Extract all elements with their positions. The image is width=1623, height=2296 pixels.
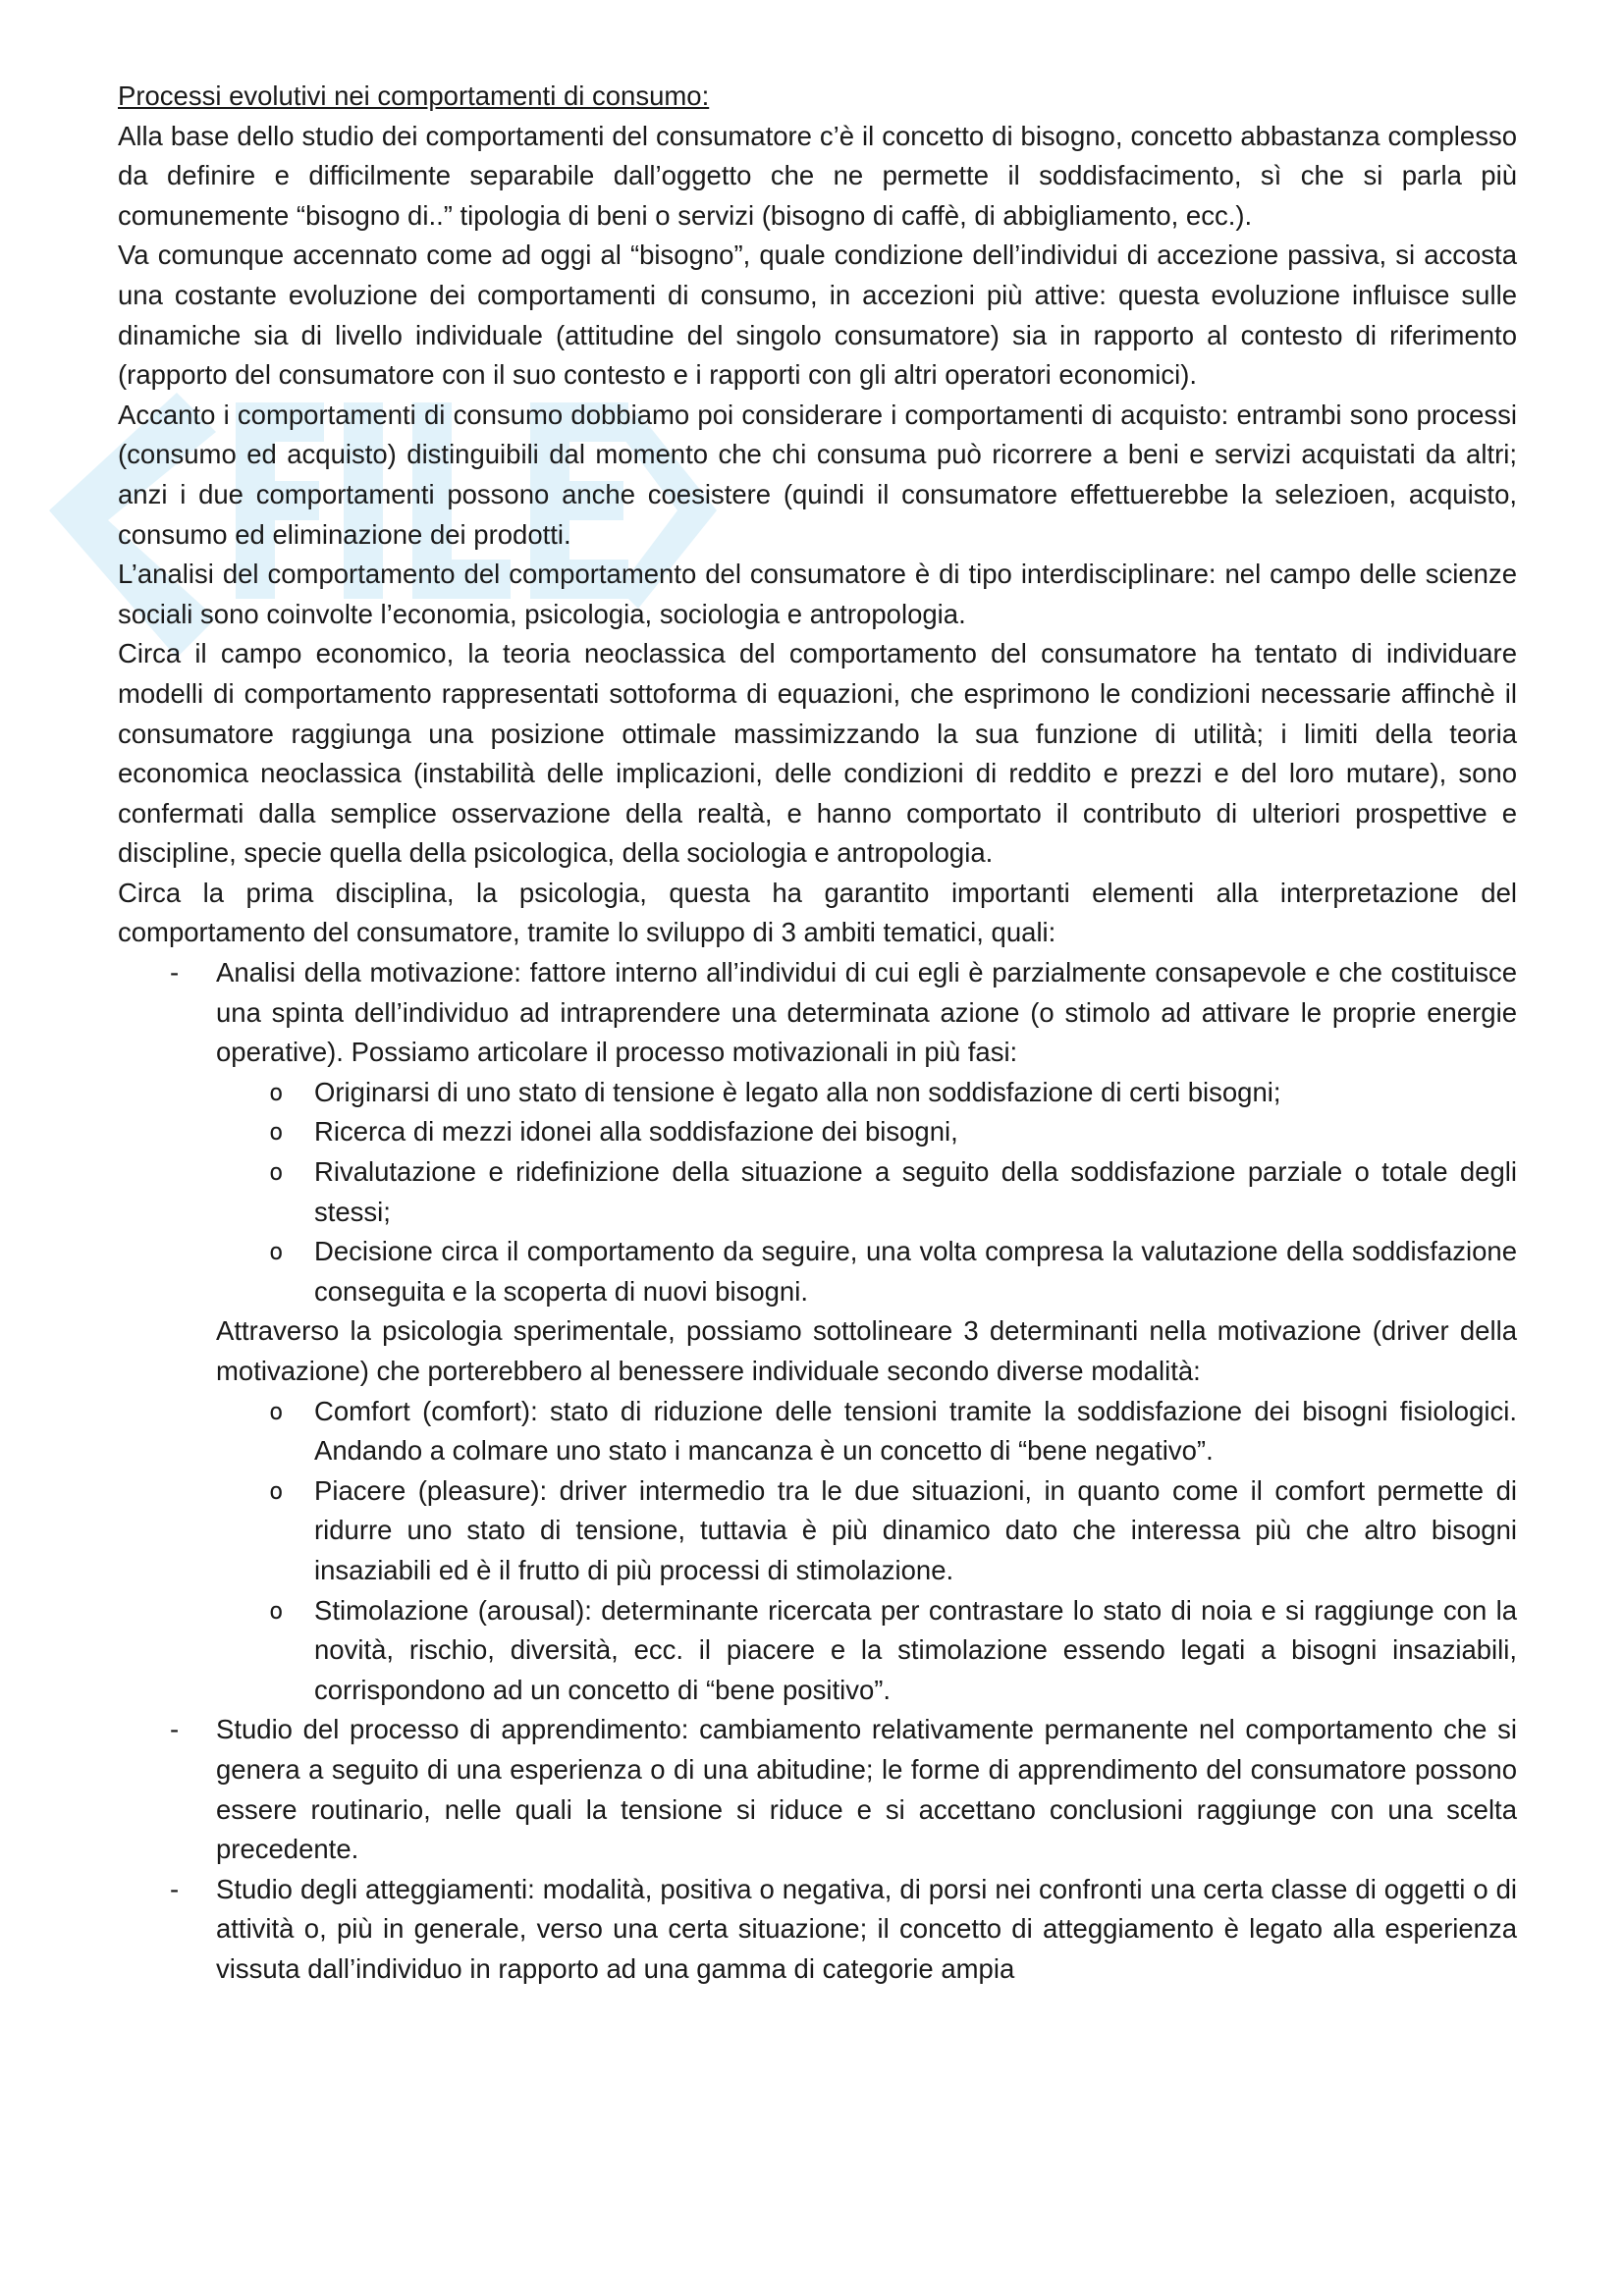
paragraph-acquisto: Accanto i comportamenti di consumo dobbiamo poi considerare i comportamenti di acquisto: entrambi sono processi (consumo ed acquisto) distinguibili dal momento che chi consuma può ricorrere a beni e servizi acquistati da altri; anzi i due comportamenti possono anche coesistere (quindi il consumatore effettuerebbe la selezioen, acquisto, consumo ed eliminazione dei prodotti. xyxy=(118,399,1517,550)
document-title: Processi evolutivi nei comportamenti di consumo: xyxy=(118,80,710,111)
driver-text: Piacere (pleasure): driver intermedio tra le due situazioni, in quanto come il comfort permette di ridurre uno stato di tensione, tuttavia è più dinamico dato che interessa più che altro bisogni insaziabili ed è il frutto di più processi di stimolazione. xyxy=(314,1474,1517,1585)
list-item-apprendimento xyxy=(118,1710,1517,1869)
list-item xyxy=(216,1112,1517,1152)
bullet-marker: o xyxy=(269,1078,284,1106)
phase-text: Decisione circa il comportamento da seguire, una volta compresa la valutazione della soddisfazione conseguita e la scoperta di nuovi bisogni. xyxy=(314,1236,1517,1307)
bullet-marker: o xyxy=(269,1238,284,1266)
paragraph-bisogno: Alla base dello studio dei comportamenti del consumatore c’è il concetto di bisogno, concetto abbastanza complesso da definire e difficilmente separabile dall’oggetto che ne permette il soddisfacimento, sì che si parla più comunemente “bisogno di..” tipologia di beni o servizi (bisogno di caffè, di abbigliamento, ecc.). xyxy=(118,120,1517,231)
driver-text: Stimolazione (arousal): determinante ricercata per contrastare lo stato di noia e si raggiunge con la novità, rischio, diversità, ecc. il piacere e la stimolazione essendo legati a bisogni insaziabili, corrispondono ad un concetto di “bene positivo”. xyxy=(314,1594,1517,1705)
bullet-marker: o xyxy=(269,1397,284,1425)
list-item xyxy=(216,1471,1517,1591)
paragraph-evoluzione: Va comunque accennato come ad oggi al “bisogno”, quale condizione dell’individui di accezione passiva, si accosta una costante evoluzione dei comportamenti di consumo, in accezioni più attive: questa evoluzione influisce sulle dinamiche sia di livello individuale (attitudine del singolo consumatore) sia in rapporto al contesto di riferimento (rapporto del consumatore con il suo contesto e i rapporti con gli altri operatori economici). xyxy=(118,240,1517,391)
phase-text: Originarsi di uno stato di tensione è legato alla non soddisfazione di certi bisogni; xyxy=(314,1076,1281,1107)
atteggiamenti-text: Studio degli atteggiamenti: modalità, positiva o negativa, di porsi nei confronti una certa classe di oggetti o di attività o, più in generale, verso una certa situazione; il concetto di atteggiamento è legato alla esperienza vissuta dall’individuo in rapporto ad una gamma di categorie ampia xyxy=(216,1873,1517,1984)
drivers-intro: Attraverso la psicologia sperimentale, possiamo sottolineare 3 determinanti nella motivazione (driver della motivazione) che porterebbero al benessere individuale secondo diverse modalità: xyxy=(216,1315,1517,1386)
list-item xyxy=(216,1152,1517,1232)
bullet-marker: o xyxy=(269,1158,284,1187)
bullet-marker: o xyxy=(269,1118,284,1147)
phases-list xyxy=(216,1073,1517,1312)
paragraph-interdisciplinare: L’analisi del comportamento del comportamento del consumatore è di tipo interdisciplinare: nel campo delle scienze sociali sono coinvolte l’economia, psicologia, sociologia e antropologia. xyxy=(118,559,1517,629)
list-item xyxy=(216,1392,1517,1471)
dash-marker: - xyxy=(170,957,180,988)
phase-text: Rivalutazione e ridefinizione della situazione a seguito della soddisfazione parziale o totale degli stessi; xyxy=(314,1156,1517,1227)
list-item xyxy=(216,1591,1517,1711)
bullet-marker: o xyxy=(269,1476,284,1505)
list-item-atteggiamenti xyxy=(118,1870,1517,1990)
paragraph-economia: Circa il campo economico, la teoria neoclassica del comportamento del consumatore ha tentato di individuare modelli di comportamento rappresentati sottoforma di equazioni, che esprimono le condizioni necessarie affinchè il consumatore raggiunga una posizione ottimale massimizzando la sua funzione di utilità; i limiti della teoria economica neoclassica (instabilità delle implicazioni, delle condizioni di reddito e prezzi e del loro mutare), sono confermati dalla semplice osservazione della realtà, e hanno comportato il contributo di ulteriori prospettive e discipline, specie quella della psicologica, della sociologia e antropologia. xyxy=(118,638,1517,869)
apprendimento-text: Studio del processo di apprendimento: cambiamento relativamente permanente nel comportamento che si genera a seguito di una esperienza o di una abitudine; le forme di apprendimento del consumatore possono essere routinario, nelle quali la tensione si riduce e si accettano conclusioni raggiunge con una scelta precedente. xyxy=(216,1714,1517,1865)
list-item xyxy=(216,1073,1517,1113)
motivazione-text: Analisi della motivazione: fattore interno all’individui di cui egli è parzialmente consapevole e che costituisce una spinta dell’individuo ad intraprendere una determinata azione (o stimolo ad attivare le proprie energie operative). Possiamo articolare il processo motivazionali in più fasi: xyxy=(216,957,1517,1068)
list-item-motivazione xyxy=(118,953,1517,1710)
dash-marker: - xyxy=(170,1873,180,1904)
bullet-marker: o xyxy=(269,1596,284,1625)
driver-text: Comfort (comfort): stato di riduzione delle tensioni tramite la soddisfazione dei bisogni fisiologici. Andando a colmare uno stato i mancanza è un concetto di “bene negativo”. xyxy=(314,1395,1517,1467)
phase-text: Ricerca di mezzi idonei alla soddisfazione dei bisogni, xyxy=(314,1116,958,1148)
dash-marker: - xyxy=(170,1714,180,1745)
drivers-list xyxy=(216,1392,1517,1711)
list-item xyxy=(216,1232,1517,1311)
paragraph-psicologia: Circa la prima disciplina, la psicologia, questa ha garantito importanti elementi alla interpretazione del comportamento del consumatore, tramite lo sviluppo di 3 ambiti tematici, quali: xyxy=(118,877,1517,948)
document-page xyxy=(118,77,1517,1990)
ambiti-list xyxy=(118,953,1517,1989)
